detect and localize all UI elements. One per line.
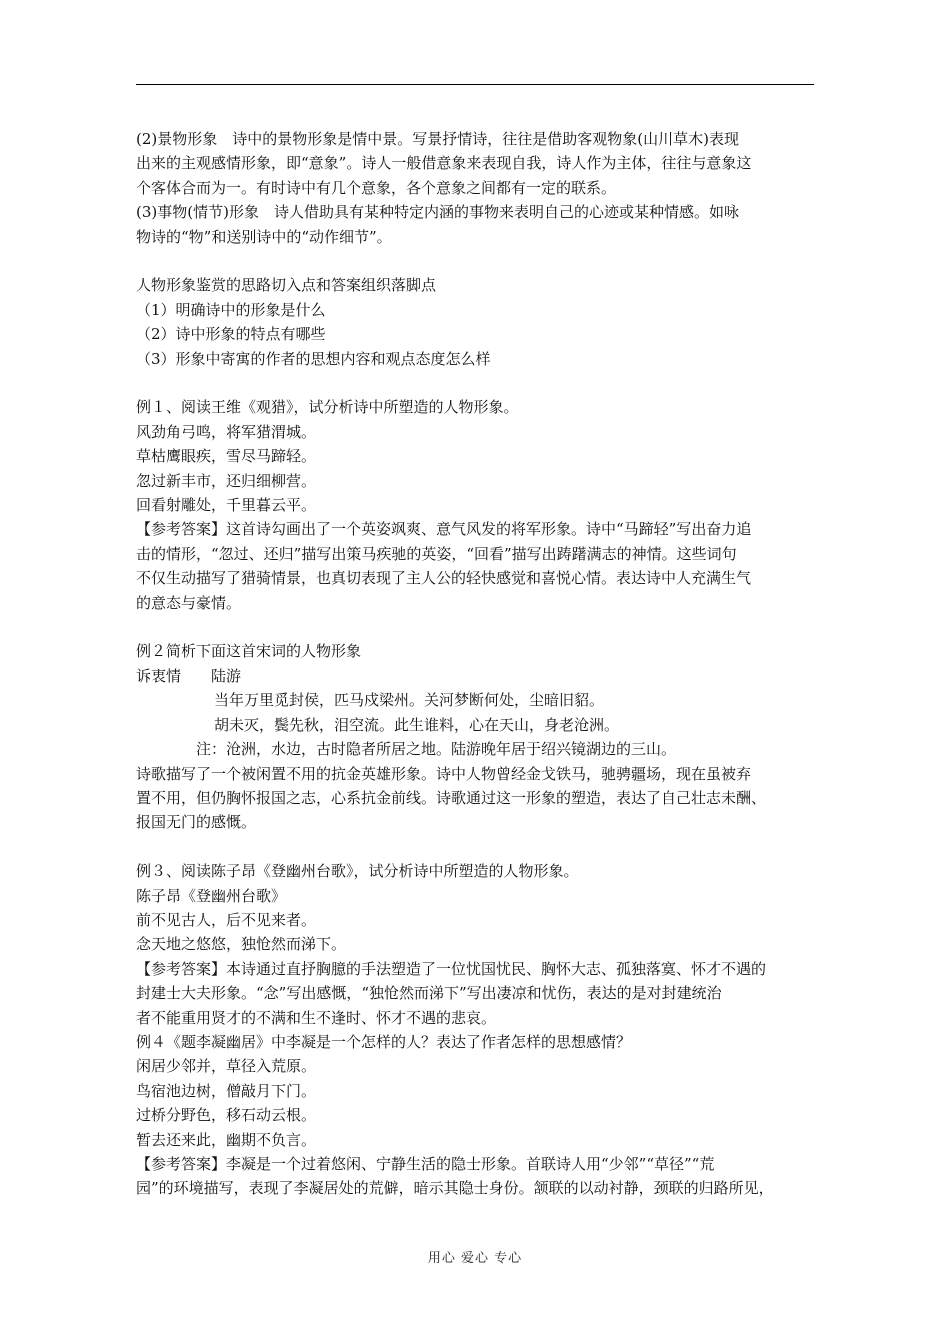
answer-line: 【参考答案】李凝是一个过着悠闲、宁静生活的隐士形象。首联诗人用“少邻”“草径”“荒 <box>136 1155 715 1173</box>
poem-title: 陈子昂《登幽州台歌》 <box>136 886 287 905</box>
poem-line: 念天地之悠悠，独怆然而涕下。 <box>136 935 347 954</box>
blank-line <box>136 371 814 395</box>
page-footer: 用心 爱心 专心 <box>427 1251 523 1266</box>
poem-line: 鸟宿池边树，僧敲月下门。 <box>136 1081 317 1100</box>
poem-line: 风劲角弓鸣，将军猎渭城。 <box>136 422 317 441</box>
answer-line: 的意态与豪情。 <box>136 593 242 612</box>
answer-line: 不仅生动描写了猎骑情景，也真切表现了主人公的轻快感觉和喜悦心情。表达诗中人充满生气 <box>136 569 752 588</box>
example-heading: 例４《题李凝幽居》中李凝是一个怎样的人？表达了作者怎样的思想感情？ <box>136 1032 632 1051</box>
answer-line: 报国无门的感慨。 <box>136 813 257 832</box>
text-line: 个客体合而为一。有时诗中有几个意象，各个意象之间都有一定的联系。 <box>136 178 617 197</box>
poem-line: 回看射雕处，千里暮云平。 <box>136 496 317 515</box>
text-line: (3)事物(情节)形象 诗人借助具有某种特定内涵的事物来表明自己的心迹或某种情感。如咏 <box>136 203 739 222</box>
poem-line: 闲居少邻并，草径入荒原。 <box>136 1057 317 1076</box>
list-item: （3）形象中寄寓的作者的思想内容和观点态度怎么样 <box>136 349 491 368</box>
list-item: （2）诗中形象的特点有哪些 <box>136 325 326 344</box>
document-body <box>136 127 814 1201</box>
example-heading: 例３、阅读陈子昂《登幽州台歌》，试分析诗中所塑造的人物形象。 <box>136 862 579 881</box>
section-heading: 人物形象鉴赏的思路切入点和答案组织落脚点 <box>136 276 437 295</box>
answer-line: 诗歌描写了一个被闲置不用的抗金英雄形象。诗中人物曾经金戈铁马，驰骋疆场，现在虽被弃 <box>136 764 752 783</box>
answer-line: 【参考答案】本诗通过直抒胸臆的手法塑造了一位忧国忧民、胸怀大志、孤独落寞、怀才不遇的 <box>136 959 767 978</box>
blank-line <box>136 249 814 273</box>
poem-line: 暂去还来此，幽期不负言。 <box>136 1130 317 1149</box>
example-heading: 例２简析下面这首宋词的人物形象 <box>136 642 362 661</box>
poem-line: 草枯鹰眼疾，雪尽马蹄轻。 <box>136 447 317 466</box>
text-line: (2)景物形象 诗中的景物形象是情中景。写景抒情诗，往往是借助客观物象(山川草木)表现 <box>136 130 739 148</box>
poem-title: 诉衷情 陆游 <box>136 666 242 685</box>
poem-line: 前不见古人，后不见来者。 <box>136 910 317 929</box>
answer-line: 置不用，但仍胸怀报国之志，心系抗金前线。诗歌通过这一形象的塑造，表达了自己壮志未酬、 <box>136 788 767 807</box>
answer-line: 者不能重用贤才的不满和生不逢时、怀才不遇的悲哀。 <box>136 1008 497 1027</box>
poem-line: 胡未灭，鬓先秋，泪空流。此生谁料，心在天山，身老沧洲。 <box>214 715 620 734</box>
poem-line: 忽过新丰市，还归细柳营。 <box>136 471 317 490</box>
blank-line <box>136 615 814 639</box>
text-line: 物诗的“物”和送别诗中的“动作细节”。 <box>136 227 392 246</box>
poem-line: 过桥分野色，移石动云根。 <box>136 1106 317 1125</box>
list-item: （1）明确诗中的形象是什么 <box>136 300 326 319</box>
poem-line: 当年万里觅封侯，匹马戍梁州。关河梦断何处，尘暗旧貂。 <box>214 691 605 710</box>
header-rule <box>136 84 814 85</box>
answer-line: 击的情形，“忽过、还归”描写出策马疾驰的英姿，“回看”描写出踌躇满志的神情。这些词句 <box>136 544 737 563</box>
blank-line <box>136 835 814 859</box>
text-line: 出来的主观感情形象，即“意象”。诗人一般借意象来表现自我，诗人作为主体，往往与意象这 <box>136 154 752 173</box>
answer-line: 园”的环境描写，表现了李凝居处的荒僻，暗示其隐士身份。颔联的以动衬静，颈联的归路所见， <box>136 1179 774 1198</box>
poem-note: 注：沧洲，水边，古时隐者所居之地。陆游晚年居于绍兴镜湖边的三山。 <box>196 740 677 759</box>
answer-line: 封建士大夫形象。“念”写出感慨，“独怆然而涕下”写出凄凉和忧伤，表达的是对封建统治 <box>136 984 722 1003</box>
answer-line: 【参考答案】这首诗勾画出了一个英姿飒爽、意气风发的将军形象。诗中“马蹄轻”写出奋力追 <box>136 520 752 539</box>
example-heading: 例１、阅读王维《观猎》，试分析诗中所塑造的人物形象。 <box>136 398 519 417</box>
